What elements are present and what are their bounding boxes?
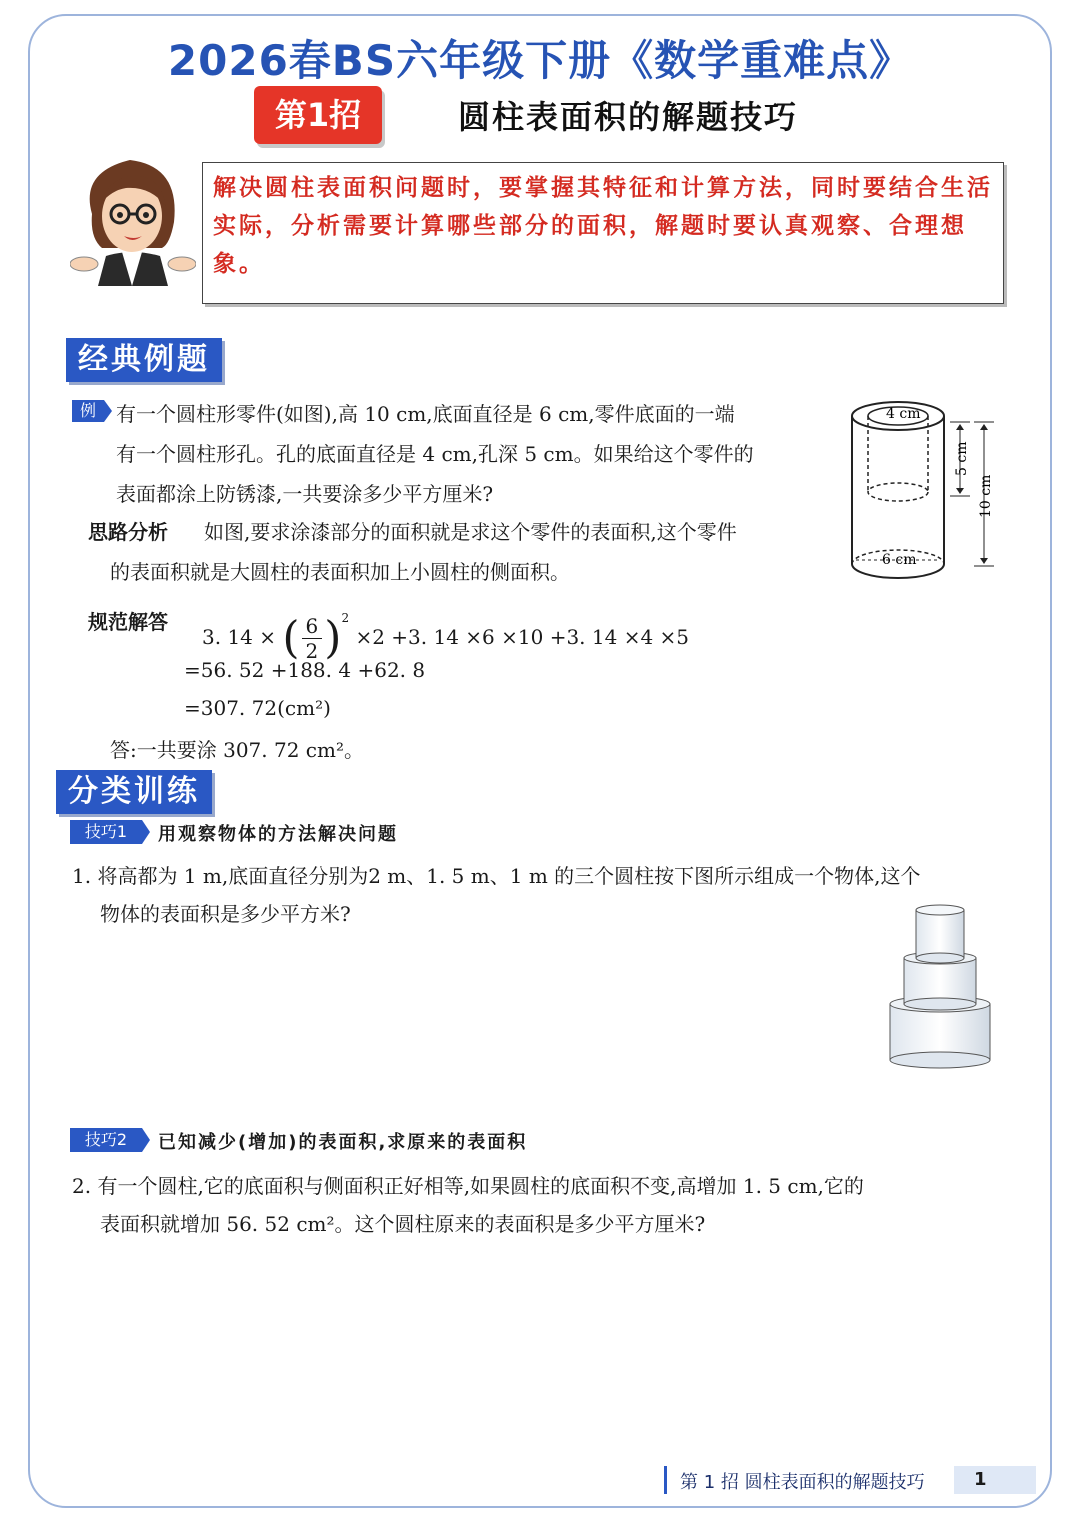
solution-step-3: =307. 72(cm²) xyxy=(184,696,331,720)
skill-tag-1: 技巧1 xyxy=(70,820,142,844)
tip-box xyxy=(202,162,1004,304)
stacked-cylinders-figure xyxy=(884,900,996,1072)
fraction-numerator: 6 xyxy=(302,614,323,639)
teacher-avatar xyxy=(70,152,196,286)
figure-depth-label: 5 cm xyxy=(954,441,970,476)
question-2-line-2: 表面积就增加 56. 52 cm²。这个圆柱原来的表面积是多少平方厘米? xyxy=(100,1212,706,1236)
question-1-line-1: 1. 将高都为 1 m,底面直径分别为2 m、1. 5 m、1 m 的三个圆柱按下图所示组成一个物体,这个 xyxy=(72,864,921,888)
skill-title-1: 用观察物体的方法解决问题 xyxy=(158,824,398,845)
page-title: 2026春BS六年级下册《数学重难点》 xyxy=(167,36,913,85)
skill-tag-2: 技巧2 xyxy=(70,1128,142,1152)
cylinder-figure xyxy=(846,396,1006,592)
page-number: 1 xyxy=(954,1466,1036,1494)
solution-rest: ×2 +3. 14 ×6 ×10 +3. 14 ×4 ×5 xyxy=(355,625,690,649)
section-classic-examples: 经典例题 xyxy=(66,338,222,382)
example-tag: 例 xyxy=(72,400,104,422)
fraction-denominator: 2 xyxy=(305,639,319,663)
analysis-label: 思路分析 xyxy=(88,520,168,544)
solution-step-2: =56. 52 +188. 4 +62. 8 xyxy=(184,658,426,682)
fraction xyxy=(302,614,323,663)
chapter-badge: 第1招 xyxy=(254,86,382,144)
skill-title-2: 已知减少(增加)的表面积,求原来的表面积 xyxy=(158,1132,528,1153)
solution-label: 规范解答 xyxy=(88,610,168,634)
solution-formula: 3. 14 × ( $\frac{6}{2}$ )$^2$ ×2 +3. 14 ×6 ×10 +3. 14 ×4 ×5 xyxy=(202,611,690,664)
figure-top-label: 4 cm xyxy=(886,406,921,422)
question-1-line-2: 物体的表面积是多少平方米? xyxy=(100,902,351,926)
question-2-line-1: 2. 有一个圆柱,它的底面积与侧面积正好相等,如果圆柱的底面积不变,高增加 1. 5 cm,它的 xyxy=(72,1174,864,1198)
figure-height-label: 10 cm xyxy=(978,474,994,518)
tip-text: 解决圆柱表面积问题时，要掌握其特征和计算方法，同时要结合生活实际，分析需要计算哪些部分的面积，解题时要认真观察、合理想象。 xyxy=(213,174,993,277)
example-line-2: 有一个圆柱形孔。孔的底面直径是 4 cm,孔深 5 cm。如果给这个零件的 xyxy=(116,442,754,466)
section-training: 分类训练 xyxy=(56,770,212,814)
example-line-3: 表面都涂上防锈漆,一共要涂多少平方厘米? xyxy=(116,482,494,506)
footer-text: 第 1 招 圆柱表面积的解题技巧 xyxy=(680,1472,925,1493)
example-line-1: 有一个圆柱形零件(如图),高 10 cm,底面直径是 6 cm,零件底面的一端 xyxy=(116,402,735,426)
figure-bottom-label: 6 cm xyxy=(882,552,917,568)
solution-prefix: 3. 14 × xyxy=(202,625,277,649)
fraction-exponent: 2 xyxy=(341,611,350,625)
chapter-subtitle: 圆柱表面积的解题技巧 xyxy=(458,98,799,136)
answer-line: 答:一共要涂 307. 72 cm²。 xyxy=(110,738,364,762)
footer-bar xyxy=(664,1466,667,1494)
analysis-line-1: 如图,要求涂漆部分的面积就是求这个零件的表面积,这个零件 xyxy=(204,520,737,544)
analysis-line-2: 的表面积就是大圆柱的表面积加上小圆柱的侧面积。 xyxy=(110,560,570,584)
